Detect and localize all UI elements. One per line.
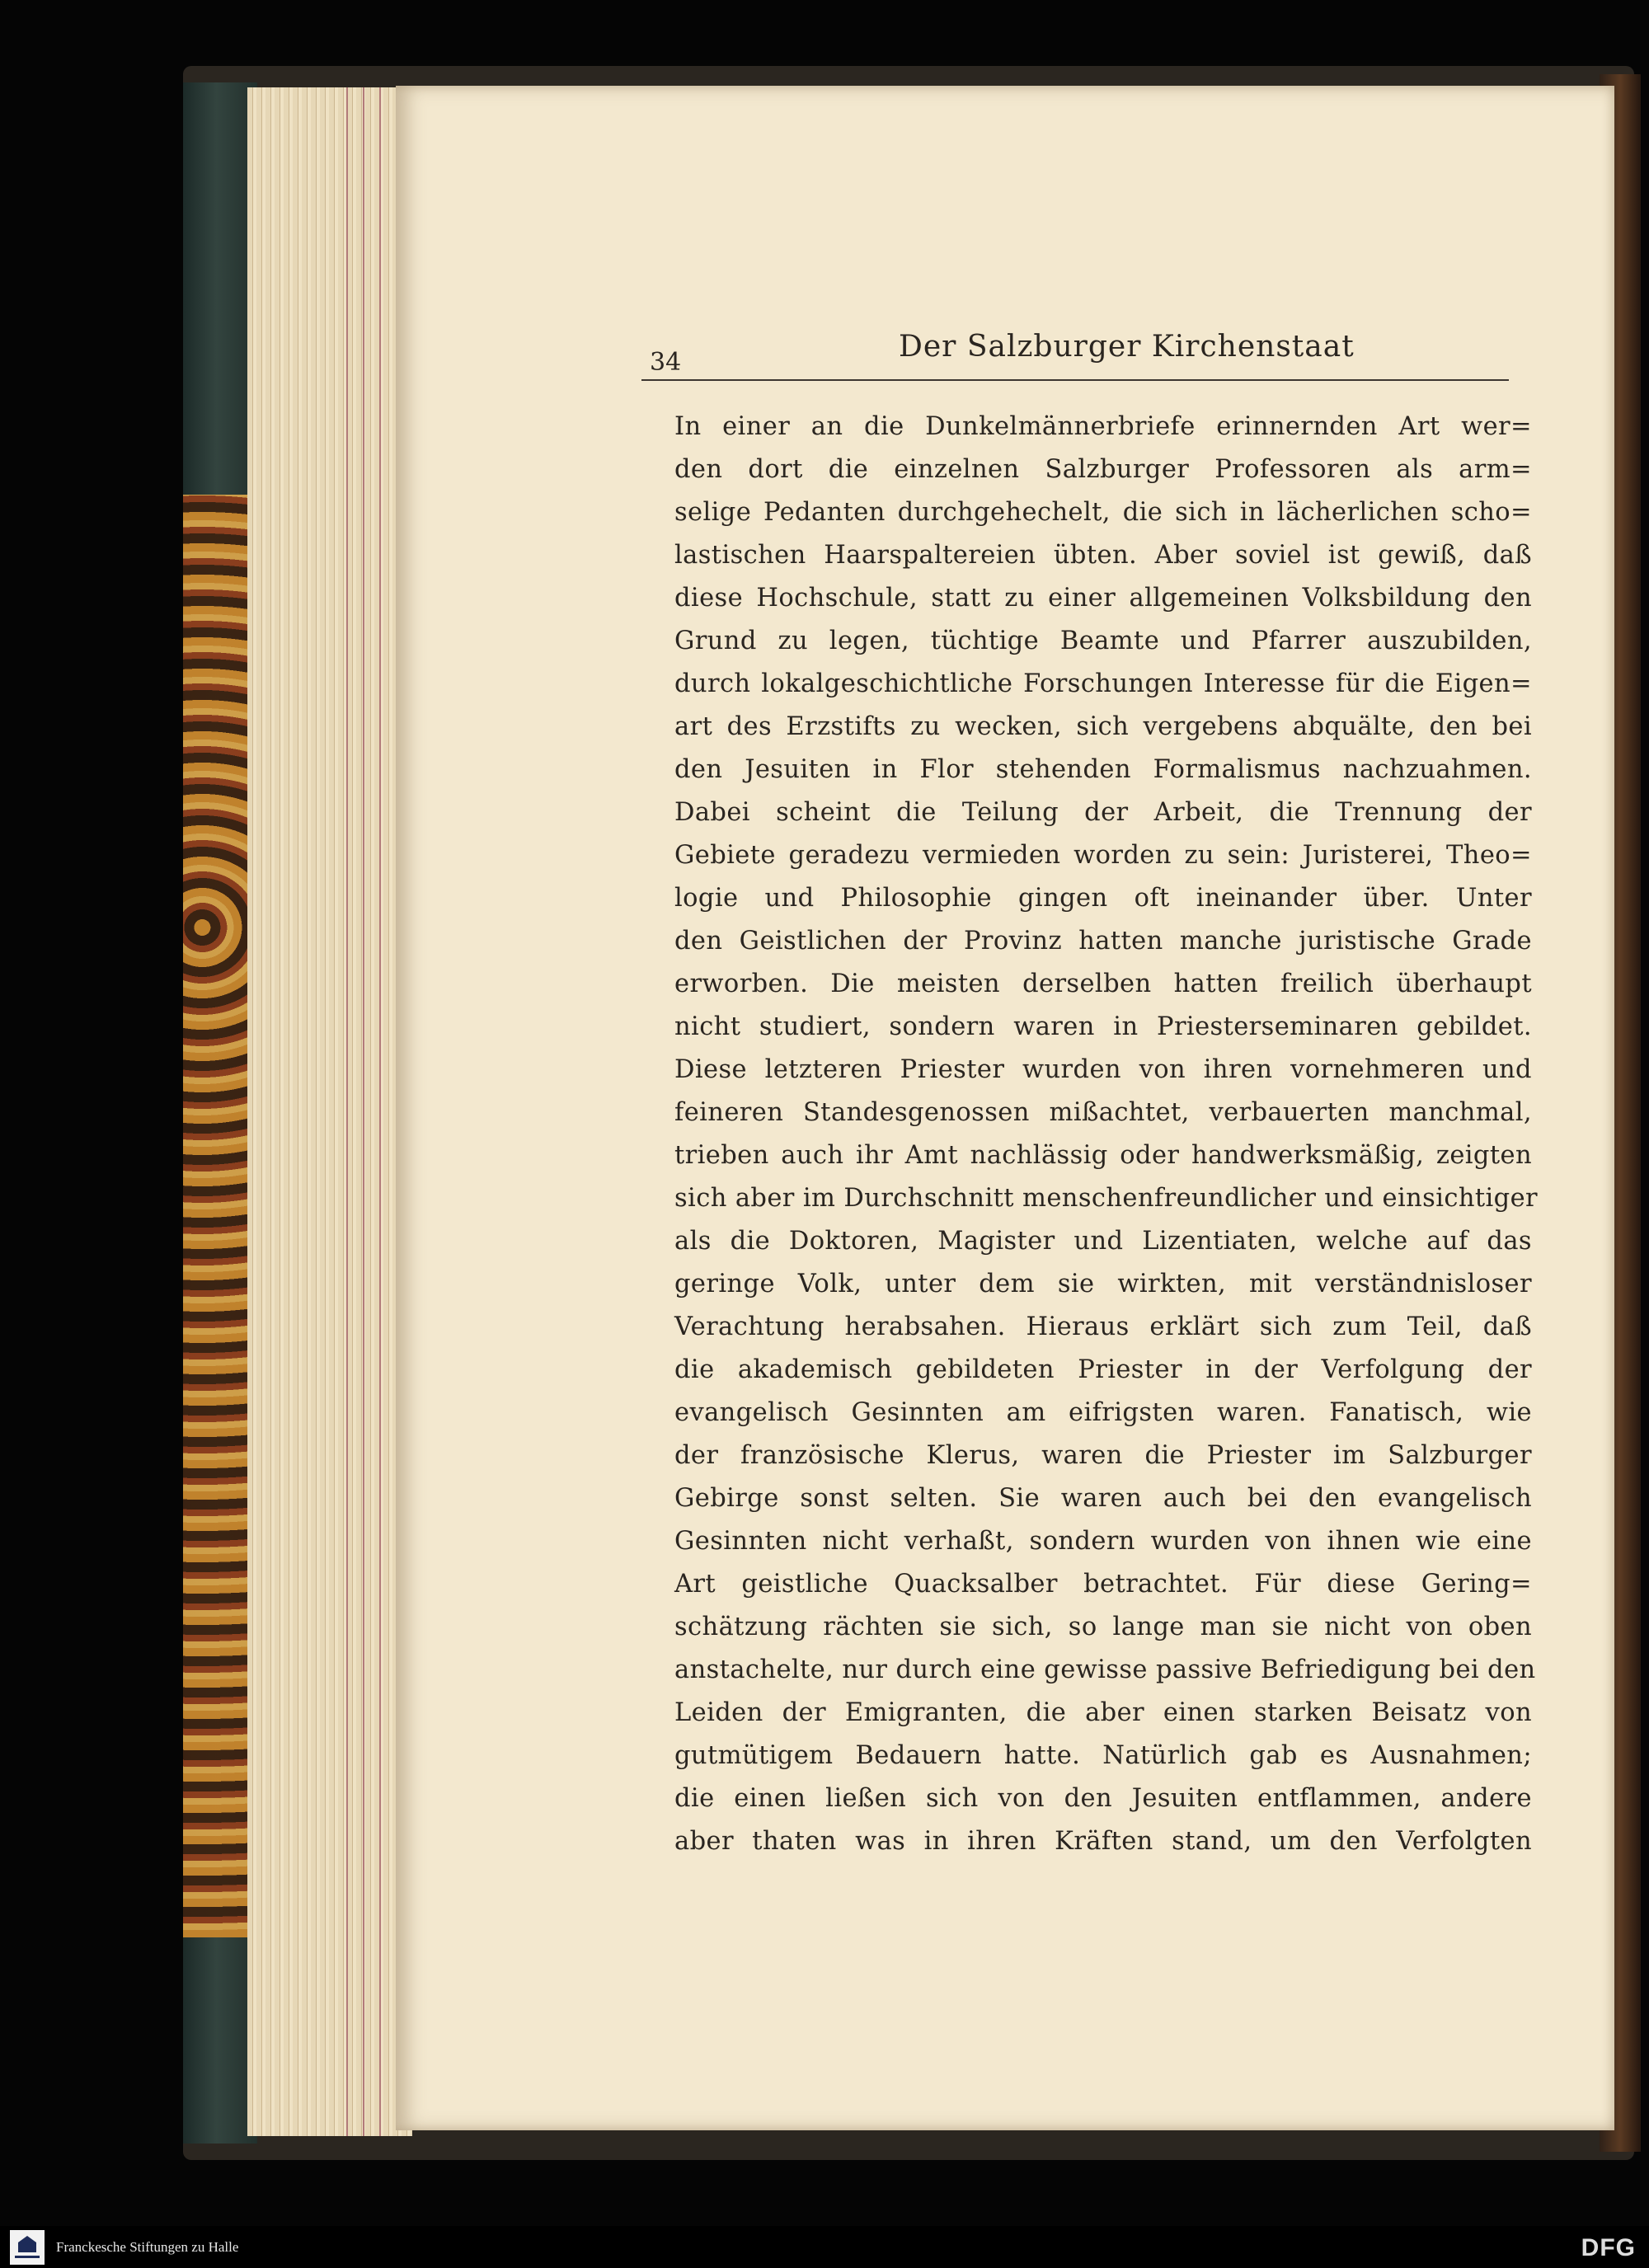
text-line: den Jesuiten in Flor stehenden Formalismus nachzuahmen. [674, 755, 1532, 784]
text-line: logie und Philosophie gingen oft ineinander über. Unter [674, 884, 1532, 913]
text-line: sich aber im Durchschnitt menschenfreundlicher und einsichtiger [674, 1184, 1539, 1213]
text-line: Grund zu legen, tüchtige Beamte und Pfarrer auszubilden, [674, 627, 1532, 655]
text-line: der französische Klerus, waren die Priester im Salzburger [674, 1441, 1532, 1470]
text-line: gutmütigem Bedauern hatte. Natürlich gab es Ausnahmen; [674, 1741, 1532, 1770]
viewer-footer [0, 2226, 1649, 2268]
text-line: erworben. Die meisten derselben hatten freilich überhaupt [674, 970, 1532, 998]
text-line: aber thaten was in ihren Kräften stand, um den Verfolgten [674, 1827, 1532, 1856]
text-line: als die Doktoren, Magister und Lizentiaten, welche auf das [674, 1227, 1532, 1256]
dfg-badge[interactable]: DFG [1581, 2234, 1636, 2261]
text-line: Gebiete geradezu vermieden worden zu sein: Juristerei, Theo= [674, 841, 1532, 870]
text-line: Verachtung herabsahen. Hieraus erklärt sich zum Teil, daß [674, 1312, 1532, 1341]
text-line: In einer an die Dunkelmännerbriefe erinnernden Art wer= [674, 412, 1532, 441]
edge-line [379, 87, 381, 2136]
text-line: Art geistliche Quacksalber betrachtet. Für diese Gering= [674, 1570, 1532, 1599]
text-line: die einen ließen sich von den Jesuiten entflammen, andere [674, 1784, 1532, 1813]
text-line: trieben auch ihr Amt nachlässig oder handwerksmäßig, zeigten [674, 1141, 1532, 1170]
edge-line [363, 87, 364, 2136]
text-line: schätzung rächten sie sich, so lange man sie nicht von oben [674, 1613, 1532, 1641]
text-line: art des Erzstifts zu wecken, sich vergebens abquälte, den bei [674, 712, 1532, 741]
marbled-board [183, 495, 247, 1937]
text-line: Dabei scheint die Teilung der Arbeit, die Trennung der [674, 798, 1532, 827]
edge-line [346, 87, 348, 2136]
text-line: Gebirge sonst selten. Sie waren auch bei den evangelisch [674, 1484, 1532, 1513]
running-head: Der Salzburger Kirchenstaat [899, 330, 1355, 364]
text-line: lastischen Haarspaltereien übten. Aber soviel ist gewiß, daß [674, 541, 1532, 570]
institution-name[interactable]: Franckesche Stiftungen zu Halle [56, 2238, 239, 2255]
text-line: Diese letzteren Priester wurden von ihren vornehmeren und [674, 1055, 1532, 1084]
text-line: durch lokalgeschichtliche Forschungen Interesse für die Eigen= [674, 669, 1532, 698]
text-line: den Geistlichen der Provinz hatten manche juristische Grade [674, 927, 1532, 956]
institution-logo-icon[interactable] [10, 2230, 45, 2265]
logo-mark [18, 2236, 36, 2252]
text-line: nicht studiert, sondern waren in Priesterseminaren gebildet. [674, 1012, 1532, 1041]
text-line: Leiden der Emigranten, die aber einen starken Beisatz von [674, 1698, 1532, 1727]
page-header [641, 330, 1509, 381]
page-number: 34 [650, 348, 682, 377]
logo-underline [15, 2256, 40, 2258]
text-line: selige Pedanten durchgehechelt, die sich in lächerlichen scho= [674, 498, 1532, 527]
text-line: evangelisch Gesinnten am eifrigsten waren. Fanatisch, wie [674, 1398, 1532, 1427]
text-line: geringe Volk, unter dem sie wirkten, mit verständnisloser [674, 1270, 1532, 1298]
page-block-edges [247, 87, 412, 2136]
body-text [674, 406, 1539, 1863]
text-line: die akademisch gebildeten Priester in der Verfolgung der [674, 1355, 1532, 1384]
text-line: diese Hochschule, statt zu einer allgemeinen Volksbildung den [674, 584, 1532, 613]
text-line: den dort die einzelnen Salzburger Professoren als arm= [674, 455, 1532, 484]
text-line: Gesinnten nicht verhaßt, sondern wurden von ihnen wie eine [674, 1527, 1532, 1556]
text-line: anstachelte, nur durch eine gewisse passive Befriedigung bei den [674, 1655, 1536, 1684]
text-line: feineren Standesgenossen mißachtet, verbauerten manchmal, [674, 1098, 1532, 1127]
